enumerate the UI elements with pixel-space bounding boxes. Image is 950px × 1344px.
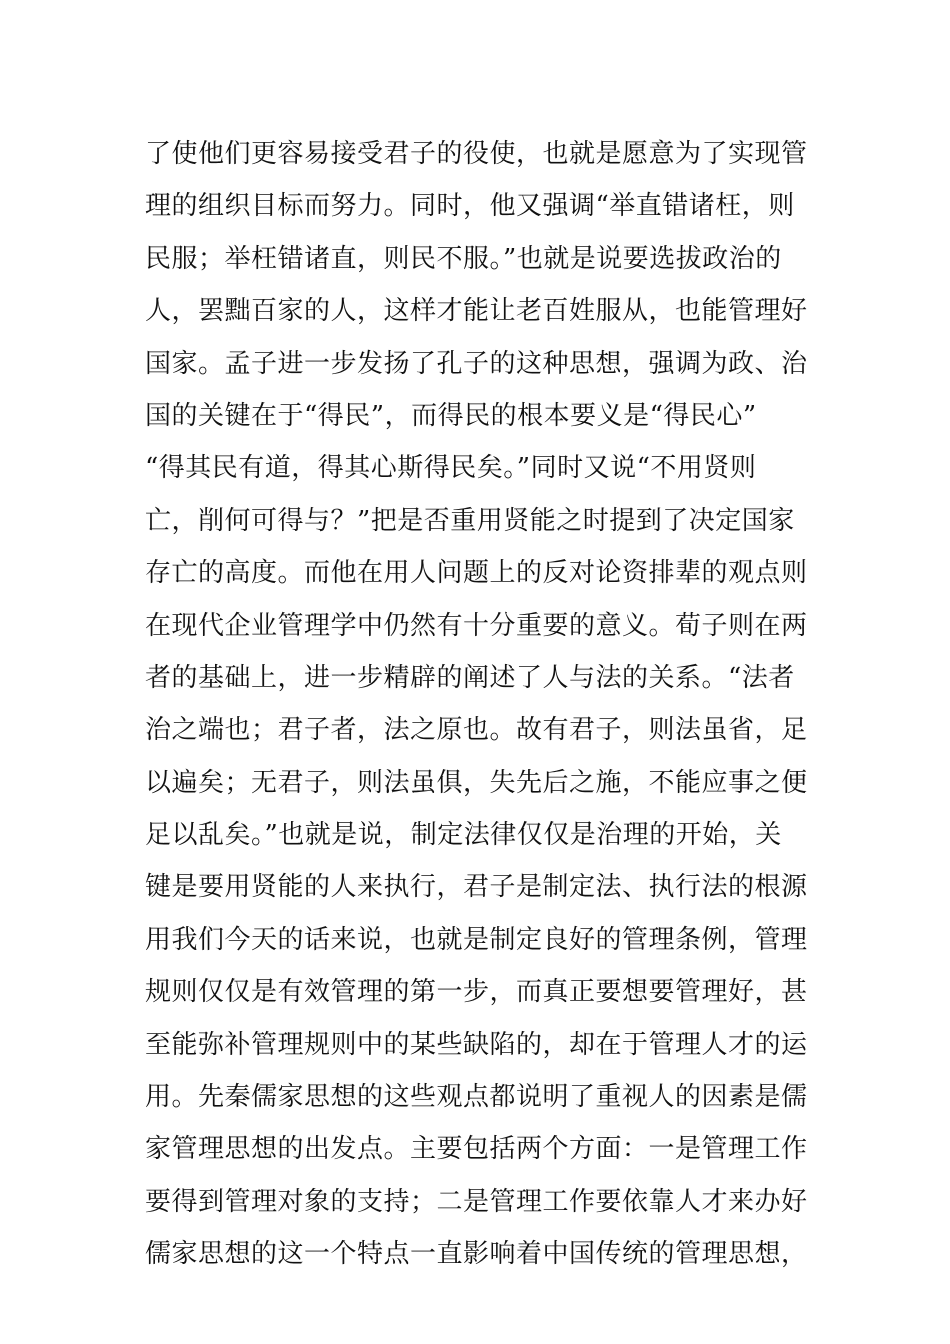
text-line: 以遍矣；无君子，则法虽俱，失先后之施，不能应事之便 [145, 767, 808, 798]
text-line: 足以乱矣。”也就是说，制定法律仅仅是治理的开始，关 [145, 820, 782, 851]
text-line: 存亡的高度。而他在用人问题上的反对论资排辈的观点则 [145, 558, 808, 589]
text-line: 在现代企业管理学中仍然有十分重要的意义。荀子则在两 [145, 610, 808, 641]
text-line: 理的组织目标而努力。同时，他又强调“举直错诸枉，则 [145, 191, 795, 222]
text-line: 用。先秦儒家思想的这些观点都说明了重视人的因素是儒 [145, 1082, 808, 1113]
text-line: 用我们今天的话来说，也就是制定良好的管理条例，管理 [145, 924, 808, 955]
text-line: 人，罢黜百家的人，这样才能让老百姓服从，也能管理好 [145, 296, 808, 327]
text-line: 规则仅仅是有效管理的第一步，而真正要想要管理好，甚 [145, 977, 808, 1008]
text-line: 者的基础上，进一步精辟的阐述了人与法的关系。“法者 [145, 662, 795, 693]
text-line: 国家。孟子进一步发扬了孔子的这种思想，强调为政、治 [145, 348, 808, 379]
text-line: 民服；举枉错诸直，则民不服。”也就是说要选拔政治的 [145, 243, 782, 274]
text-line: 儒家思想的这一个特点一直影响着中国传统的管理思想， [145, 1239, 808, 1270]
text-line: 至能弥补管理规则中的某些缺陷的，却在于管理人才的运 [145, 1029, 808, 1060]
text-line: 要得到管理对象的支持；二是管理工作要依靠人才来办好 [145, 1186, 808, 1217]
text-line: 家管理思想的出发点。主要包括两个方面：一是管理工作 [145, 1134, 808, 1165]
text-line: 国的关键在于“得民”，而得民的根本要义是“得民心” [145, 400, 757, 431]
text-line: 亡，削何可得与？”把是否重用贤能之时提到了决定国家 [145, 505, 795, 536]
text-line: 治之端也；君子者，法之原也。故有君子，则法虽省，足 [145, 715, 808, 746]
text-line: 键是要用贤能的人来执行，君子是制定法、执行法的根源 [145, 872, 808, 903]
text-line: 了使他们更容易接受君子的役使，也就是愿意为了实现管 [145, 139, 808, 169]
body-text [145, 128, 815, 1281]
text-line: “得其民有道，得其心斯得民矣。”同时又说“不用贤则 [145, 453, 757, 484]
